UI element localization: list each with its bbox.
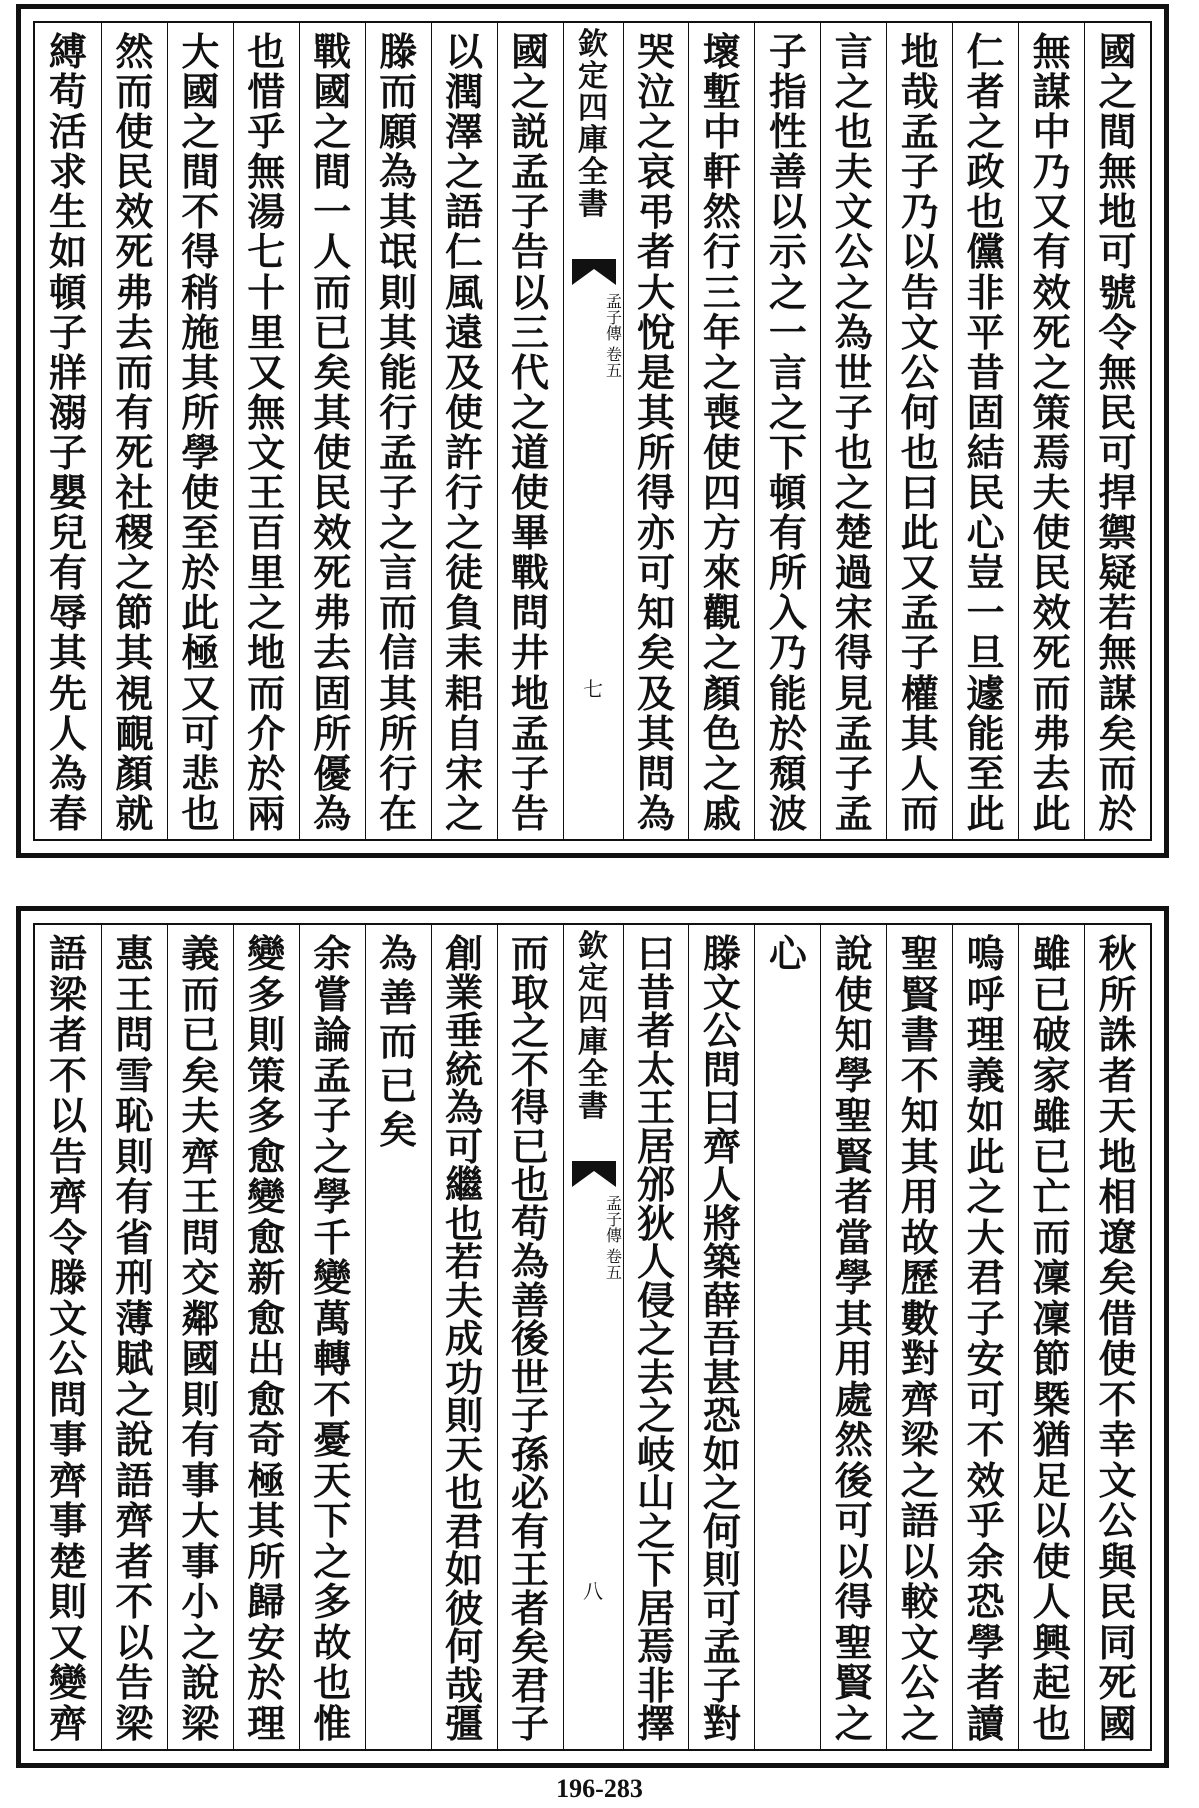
text-column	[1084, 925, 1150, 1749]
text-column	[623, 23, 689, 839]
text-column	[101, 23, 167, 839]
text-column	[299, 925, 365, 1749]
page-footer-number: 196-283	[556, 1774, 643, 1803]
text-column	[688, 23, 754, 839]
column-text: 語 梁 者 不 以 告 齊 令 滕 文 公 問 事 齊 事 楚 則 又 變 齊	[48, 931, 87, 1746]
text-column	[167, 925, 233, 1749]
column-text: 縛 苟 活 求 生 如 頓 子 牂 溺 子 嬰 兒 有 辱 其 先 人 為 春	[48, 29, 87, 836]
lower-page-columns	[35, 925, 1150, 1749]
text-column	[35, 925, 101, 1749]
text-column	[431, 925, 497, 1749]
column-text: 然 而 使 民 效 死 弗 去 而 有 死 社 稷 之 節 其 視 靦 顏 就	[115, 29, 154, 836]
column-text: 雖 已 破 家 雖 已 亡 而 凜 凜 節 槩 猶 足 以 使 人 興 起 也	[1032, 931, 1071, 1746]
text-column	[886, 23, 952, 839]
upper-page-columns	[35, 23, 1150, 839]
text-column	[952, 23, 1018, 839]
column-text: 國 之 説 孟 子 告 以 三 代 之 道 使 畢 戰 問 井 地 孟 子 告	[511, 29, 550, 836]
column-text: 無 謀 中 乃 又 有 效 死 之 策 焉 夫 使 民 效 死 而 弗 去 此	[1032, 29, 1071, 836]
leaf-number: 八	[583, 1579, 603, 1603]
collection-title: 欽 定 四 庫 全 書	[578, 27, 608, 222]
text-column	[365, 925, 431, 1749]
column-text: 說 使 知 學 聖 賢 者 當 學 其 用 處 然 後 可 以 得 聖 賢 之	[834, 931, 873, 1746]
column-text: 大 國 之 間 不 得 稍 施 其 所 學 使 至 於 此 極 又 可 悲 也	[181, 29, 220, 836]
column-text: 變 多 則 策 多 愈 變 愈 新 愈 出 愈 奇 極 其 所 歸 安 於 理	[247, 931, 286, 1746]
upper-page-frame	[33, 21, 1152, 841]
column-text: 余 嘗 論 孟 子 之 學 千 變 萬 轉 不 憂 天 下 之 多 故 也 惟	[313, 931, 352, 1746]
column-text: 以 潤 澤 之 語 仁 風 遠 及 使 許 行 之 徒 負 耒 耜 自 宋 之	[445, 29, 484, 836]
center-fold-column	[563, 23, 623, 839]
column-text: 壞 塹 中 軒 然 行 三 年 之 喪 使 四 方 來 觀 之 顏 色 之 戚	[702, 29, 741, 836]
fish-tail-mark-icon	[572, 1161, 616, 1187]
center-fold-column	[563, 925, 623, 1749]
column-text: 義 而 已 矣 夫 齊 王 問 交 鄰 國 則 有 事 大 事 小 之 說 梁	[181, 931, 220, 1746]
column-text: 聖 賢 書 不 知 其 用 故 歷 數 對 齊 梁 之 語 以 較 文 公 之	[900, 931, 939, 1746]
fish-tail-mark-icon	[572, 259, 616, 285]
text-column	[431, 23, 497, 839]
text-column	[623, 925, 689, 1749]
text-column	[365, 23, 431, 839]
column-text: 曰 昔 者 太 王 居 邠 狄 人 侵 之 去 之 岐 山 之 下 居 焉 非 擇	[636, 931, 675, 1746]
column-text: 國 之 間 無 地 可 號 令 無 民 可 捍 禦 疑 若 無 謀 矣 而 於	[1098, 29, 1137, 836]
text-column	[754, 925, 820, 1749]
text-column	[754, 23, 820, 839]
text-column	[1084, 23, 1150, 839]
text-column	[167, 23, 233, 839]
book-and-volume-label: 孟子傳 卷五	[603, 1195, 623, 1281]
column-text: 滕 而 願 為 其 氓 則 其 能 行 孟 子 之 言 而 信 其 所 行 在	[379, 29, 418, 836]
column-text: 言 之 也 夫 文 公 之 為 世 子 也 之 楚 過 宋 得 見 孟 子 孟	[834, 29, 873, 836]
collection-title: 欽 定 四 庫 全 書	[578, 929, 608, 1124]
text-column	[35, 23, 101, 839]
text-column	[952, 925, 1018, 1749]
column-text: 地 哉 孟 子 乃 以 告 文 公 何 也 曰 此 又 孟 子 權 其 人 而	[900, 29, 939, 836]
text-column	[497, 23, 563, 839]
column-text: 創 業 垂 統 為 可 繼 也 若 夫 成 功 則 天 也 君 如 彼 何 哉 彊	[445, 931, 484, 1746]
text-column	[886, 925, 952, 1749]
text-column	[101, 925, 167, 1749]
column-text: 滕 文 公 問 曰 齊 人 將 築 薛 吾 甚 恐 如 之 何 則 可 孟 子 對	[702, 931, 741, 1746]
column-text: 而 取 之 不 得 已 也 苟 為 善 後 世 子 孫 必 有 王 者 矣 君 子	[511, 931, 550, 1746]
text-column	[820, 23, 886, 839]
text-column	[688, 925, 754, 1749]
lower-page-frame	[33, 923, 1152, 1751]
column-text: 也 惜 乎 無 湯 七 十 里 又 無 文 王 百 里 之 地 而 介 於 兩	[247, 29, 286, 836]
text-column	[233, 23, 299, 839]
column-text: 秋 所 誅 者 天 地 相 遼 矣 借 使 不 幸 文 公 與 民 同 死 國	[1098, 931, 1137, 1746]
leaf-number: 七	[583, 677, 603, 701]
text-column	[299, 23, 365, 839]
text-column	[1018, 23, 1084, 839]
column-text: 子 指 性 善 以 示 之 一 言 之 下 頓 有 所 入 乃 能 於 頹 波	[768, 29, 807, 836]
column-text: 惠 王 問 雪 恥 則 有 省 刑 薄 賦 之 說 語 齊 者 不 以 告 梁	[115, 931, 154, 1746]
book-and-volume-label: 孟子傳 卷五	[603, 293, 623, 379]
column-text: 仁 者 之 政 也 儻 非 平 昔 固 結 民 心 豈 一 旦 遽 能 至 此	[966, 29, 1005, 836]
column-text: 心	[768, 931, 807, 976]
text-column	[820, 925, 886, 1749]
column-text: 嗚 呼 理 義 如 此 之 大 君 子 安 可 不 效 乎 余 恐 學 者 讀	[966, 931, 1005, 1746]
column-text: 戰 國 之 間 一 人 而 已 矣 其 使 民 效 死 弗 去 固 所 優 為	[313, 29, 352, 836]
text-column	[1018, 925, 1084, 1749]
text-column	[233, 925, 299, 1749]
column-text: 哭 泣 之 哀 弔 者 大 悅 是 其 所 得 亦 可 知 矣 及 其 問 為	[636, 29, 675, 836]
lower-page	[16, 906, 1169, 1768]
column-text: 為 善 而 已 矣	[379, 931, 418, 1152]
upper-page	[16, 4, 1169, 858]
text-column	[497, 925, 563, 1749]
